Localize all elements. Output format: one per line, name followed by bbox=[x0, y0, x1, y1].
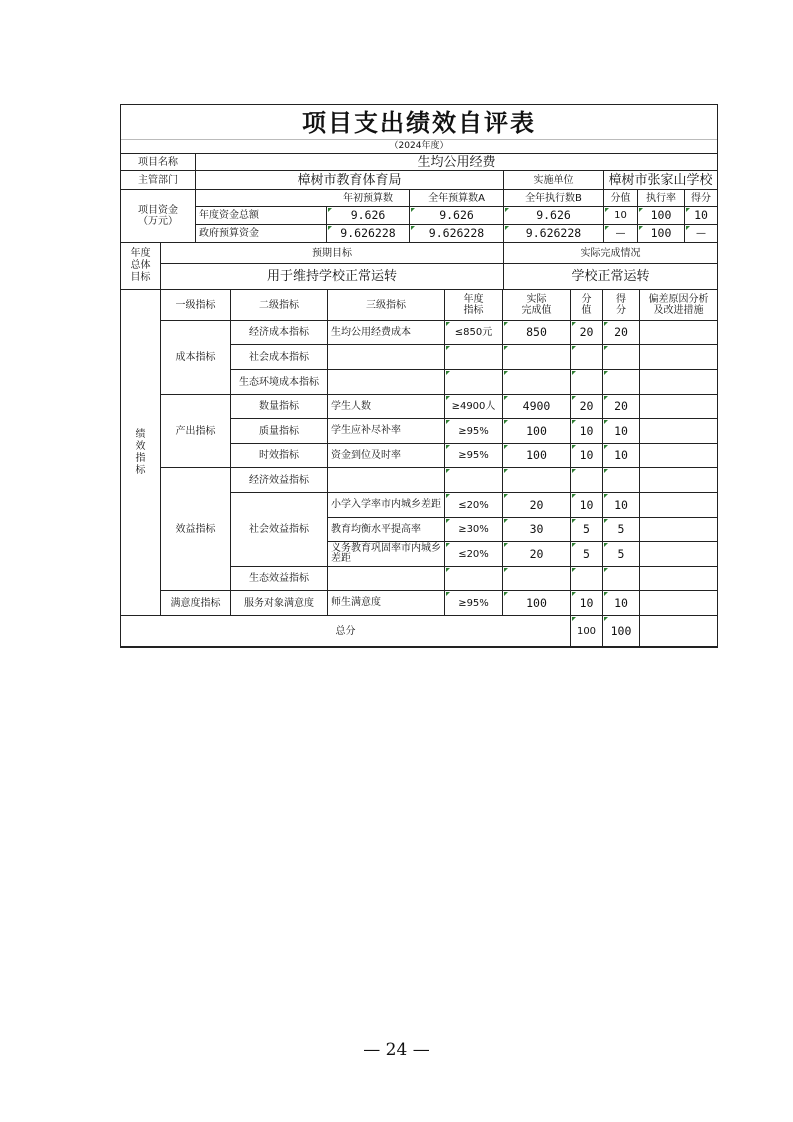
ind-header-actual-2: 完成值 bbox=[521, 305, 552, 316]
row-5-target: ≥95% bbox=[445, 444, 503, 468]
row-1-l3 bbox=[328, 345, 445, 370]
funds-row-total-rate: 100 bbox=[638, 207, 685, 225]
row-4-l3: 学生应补尽补率 bbox=[328, 419, 445, 444]
goal-label-line-1: 年度 bbox=[130, 248, 151, 259]
ind-header-reason bbox=[640, 290, 717, 321]
form-year: （2024年度） bbox=[121, 139, 717, 154]
ind-header-weight bbox=[571, 290, 603, 321]
funds-row-gov-rate: 100 bbox=[638, 225, 685, 243]
row-0-score: 20 bbox=[603, 321, 640, 345]
row-0-l3: 生均公用经费成本 bbox=[328, 321, 445, 345]
funds-row-total-initial: 9.626 bbox=[327, 207, 410, 225]
row-3-reason bbox=[640, 395, 717, 419]
row-10-target bbox=[445, 567, 503, 591]
row-5-weight: 10 bbox=[571, 444, 603, 468]
row-2-reason bbox=[640, 370, 717, 395]
project-name-label: 项目名称 bbox=[121, 154, 196, 171]
row-1-target bbox=[445, 345, 503, 370]
ind-header-annual bbox=[445, 290, 503, 321]
dept-value: 樟树市教育体育局 bbox=[196, 171, 504, 190]
row-7-weight: 10 bbox=[571, 493, 603, 518]
row-2-score bbox=[603, 370, 640, 395]
row-9-reason bbox=[640, 542, 717, 567]
funds-row-total-weight: 10 bbox=[604, 207, 638, 225]
funds-row-total-score: 10 bbox=[685, 207, 717, 225]
row-6-reason bbox=[640, 468, 717, 493]
row-3-score: 20 bbox=[603, 395, 640, 419]
goal-label bbox=[121, 243, 161, 290]
perf-label bbox=[121, 290, 161, 616]
row-11-reason bbox=[640, 591, 717, 616]
goal-expected-value: 用于维持学校正常运转 bbox=[161, 264, 504, 290]
row-11-weight: 10 bbox=[571, 591, 603, 616]
row-0-weight: 20 bbox=[571, 321, 603, 345]
funds-label-line-2: （万元） bbox=[138, 216, 178, 227]
row-6-score bbox=[603, 468, 640, 493]
row-3-l3: 学生人数 bbox=[328, 395, 445, 419]
funds-header-blank bbox=[196, 190, 327, 207]
row-10-reason bbox=[640, 567, 717, 591]
page-number: — 24 — bbox=[363, 1040, 430, 1060]
row-2-target bbox=[445, 370, 503, 395]
project-name-value: 生均公用经费 bbox=[196, 154, 717, 171]
funds-label-line-1: 项目资金 bbox=[138, 205, 178, 216]
row-11-target: ≥95% bbox=[445, 591, 503, 616]
row-9-l3: 义务教育巩固率市内城乡差距 bbox=[328, 542, 445, 567]
row-6-l3 bbox=[328, 468, 445, 493]
ind-header-score-2: 分 bbox=[616, 305, 626, 316]
ind-header-actual bbox=[503, 290, 571, 321]
row-4-reason bbox=[640, 419, 717, 444]
row-0-l2: 经济成本指标 bbox=[231, 321, 328, 345]
row-9-score: 5 bbox=[603, 542, 640, 567]
row-11-score: 10 bbox=[603, 591, 640, 616]
funds-label bbox=[121, 190, 196, 243]
impl-value: 樟树市张家山学校 bbox=[604, 171, 717, 190]
funds-header-2: 全年执行数B bbox=[504, 190, 604, 207]
perf-label-char-1: 绩 bbox=[135, 428, 146, 440]
goal-label-line-3: 目标 bbox=[130, 272, 151, 283]
row-8-l2: 社会效益指标 bbox=[231, 493, 328, 567]
funds-row-gov-budget: 9.626228 bbox=[410, 225, 504, 243]
total-label: 总分 bbox=[121, 616, 571, 647]
ind-header-level2: 二级指标 bbox=[231, 290, 328, 321]
row-1-actual bbox=[503, 345, 571, 370]
row-4-weight: 10 bbox=[571, 419, 603, 444]
row-4-actual: 100 bbox=[503, 419, 571, 444]
dept-label: 主管部门 bbox=[121, 171, 196, 190]
self-evaluation-form bbox=[120, 104, 718, 648]
row-9-target: ≤20% bbox=[445, 542, 503, 567]
ind-header-actual-1: 实际 bbox=[526, 294, 547, 305]
row-7-score: 10 bbox=[603, 493, 640, 518]
ind-header-weight-1: 分 bbox=[581, 294, 592, 305]
row-0-reason bbox=[640, 321, 717, 345]
ind-header-weight-2: 值 bbox=[581, 305, 592, 316]
funds-header-5: 得分 bbox=[685, 190, 717, 207]
total-reason bbox=[640, 616, 717, 647]
level1-satisfaction: 满意度指标 bbox=[161, 591, 231, 616]
funds-header-1: 全年预算数A bbox=[410, 190, 504, 207]
row-10-score bbox=[603, 567, 640, 591]
row-5-l2: 时效指标 bbox=[231, 444, 328, 468]
row-0-actual: 850 bbox=[503, 321, 571, 345]
row-1-score bbox=[603, 345, 640, 370]
ind-header-reason-1: 偏差原因分析 bbox=[648, 294, 709, 305]
goal-expected-header: 预期目标 bbox=[161, 243, 504, 264]
funds-row-gov-score: — bbox=[685, 225, 717, 243]
row-8-target: ≥30% bbox=[445, 518, 503, 542]
row-6-actual bbox=[503, 468, 571, 493]
row-3-l2: 数量指标 bbox=[231, 395, 328, 419]
goal-actual-header: 实际完成情况 bbox=[504, 243, 717, 264]
perf-label-char-2: 效 bbox=[135, 440, 146, 452]
row-2-actual bbox=[503, 370, 571, 395]
row-10-l2: 生态效益指标 bbox=[231, 567, 328, 591]
goal-actual-value: 学校正常运转 bbox=[504, 264, 717, 290]
row-10-l3 bbox=[328, 567, 445, 591]
row-4-target: ≥95% bbox=[445, 419, 503, 444]
ind-header-reason-2: 及改进措施 bbox=[653, 305, 704, 316]
perf-label-char-4: 标 bbox=[135, 464, 146, 476]
ind-header-score-1: 得 bbox=[616, 294, 626, 305]
form-title: 项目支出绩效自评表 bbox=[121, 105, 717, 140]
funds-row-gov-executed: 9.626228 bbox=[504, 225, 604, 243]
row-6-target bbox=[445, 468, 503, 493]
ind-header-level1: 一级指标 bbox=[161, 290, 231, 321]
row-8-actual: 30 bbox=[503, 518, 571, 542]
row-5-score: 10 bbox=[603, 444, 640, 468]
funds-header-4: 执行率 bbox=[638, 190, 685, 207]
row-7-target: ≤20% bbox=[445, 493, 503, 518]
row-9-weight: 5 bbox=[571, 542, 603, 567]
row-3-target: ≥4900人 bbox=[445, 395, 503, 419]
row-1-reason bbox=[640, 345, 717, 370]
funds-row-total-executed: 9.626 bbox=[504, 207, 604, 225]
row-3-actual: 4900 bbox=[503, 395, 571, 419]
level1-cost: 成本指标 bbox=[161, 321, 231, 395]
funds-row-gov-weight: — bbox=[604, 225, 638, 243]
row-7-actual: 20 bbox=[503, 493, 571, 518]
row-0-target: ≤850元 bbox=[445, 321, 503, 345]
row-2-l2: 生态环境成本指标 bbox=[231, 370, 328, 395]
row-8-l3: 教育均衡水平提高率 bbox=[328, 518, 445, 542]
row-10-weight bbox=[571, 567, 603, 591]
impl-label: 实施单位 bbox=[504, 171, 604, 190]
row-9-actual: 20 bbox=[503, 542, 571, 567]
row-3-weight: 20 bbox=[571, 395, 603, 419]
row-6-l2: 经济效益指标 bbox=[231, 468, 328, 493]
row-5-reason bbox=[640, 444, 717, 468]
ind-header-annual-2: 指标 bbox=[463, 305, 484, 316]
funds-row-gov-initial: 9.626228 bbox=[327, 225, 410, 243]
row-8-weight: 5 bbox=[571, 518, 603, 542]
row-8-reason bbox=[640, 518, 717, 542]
row-2-l3 bbox=[328, 370, 445, 395]
level1-benefit: 效益指标 bbox=[161, 468, 231, 591]
row-11-l2: 服务对象满意度 bbox=[231, 591, 328, 616]
row-11-actual: 100 bbox=[503, 591, 571, 616]
funds-header-0: 年初预算数 bbox=[327, 190, 410, 207]
funds-header-3: 分值 bbox=[604, 190, 638, 207]
total-weight: 100 bbox=[571, 616, 603, 647]
row-1-weight bbox=[571, 345, 603, 370]
row-8-score: 5 bbox=[603, 518, 640, 542]
ind-header-annual-1: 年度 bbox=[463, 294, 484, 305]
ind-header-level3: 三级指标 bbox=[328, 290, 445, 321]
row-4-l2: 质量指标 bbox=[231, 419, 328, 444]
row-6-weight bbox=[571, 468, 603, 493]
row-4-score: 10 bbox=[603, 419, 640, 444]
row-2-weight bbox=[571, 370, 603, 395]
row-7-l3: 小学入学率市内城乡差距 bbox=[328, 493, 445, 518]
row-5-actual: 100 bbox=[503, 444, 571, 468]
perf-label-char-3: 指 bbox=[135, 452, 146, 464]
goal-label-line-2: 总体 bbox=[130, 260, 151, 271]
total-score: 100 bbox=[603, 616, 640, 647]
row-7-reason bbox=[640, 493, 717, 518]
funds-row-total-budget: 9.626 bbox=[410, 207, 504, 225]
ind-header-score bbox=[603, 290, 640, 321]
level1-output: 产出指标 bbox=[161, 395, 231, 468]
funds-row-gov-label: 政府预算资金 bbox=[196, 225, 327, 243]
row-11-l3: 师生满意度 bbox=[328, 591, 445, 616]
row-10-actual bbox=[503, 567, 571, 591]
row-1-l2: 社会成本指标 bbox=[231, 345, 328, 370]
funds-row-total-label: 年度资金总额 bbox=[196, 207, 327, 225]
row-5-l3: 资金到位及时率 bbox=[328, 444, 445, 468]
